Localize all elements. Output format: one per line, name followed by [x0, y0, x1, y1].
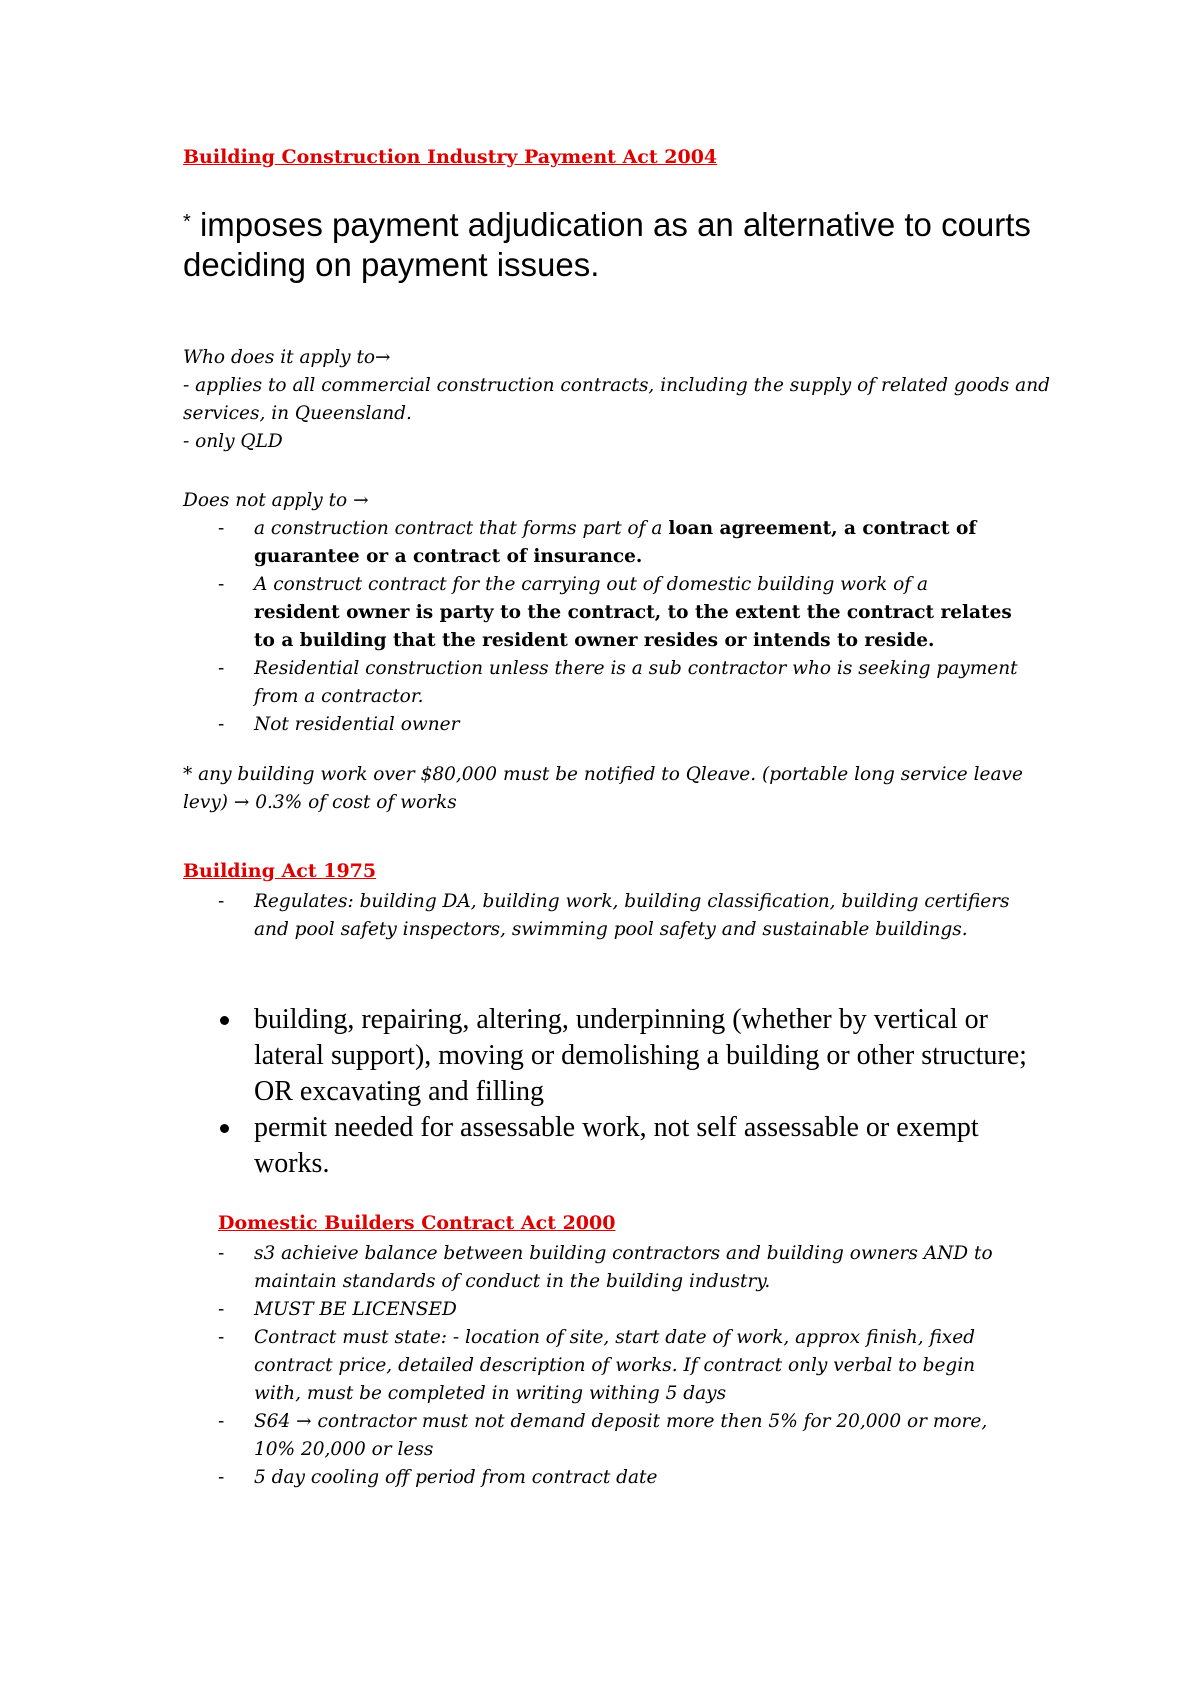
- item-bold-text: resident owner is party to the contract, to the extent the contract relates to a building that the resident owner resides or intends to reside.: [254, 602, 1012, 651]
- list-item: [218, 1464, 1018, 1492]
- item-text: Contract must state: - location of site, start date of work, approx finish, fixed contract price, detailed description of works. If contract only verbal to begin with, must be completed in writing withing 5 days: [254, 1327, 976, 1404]
- apply-section: [183, 344, 1063, 456]
- item-text: a construction contract that forms part of a: [254, 518, 669, 539]
- item-text: S64 → contractor must not demand deposit more then 5% for 20,000 or more, 10% 20,000 or less: [254, 1411, 988, 1460]
- item-text: s3 achieive balance between building contractors and building owners AND to maintain standards of conduct in the building industry.: [254, 1243, 993, 1292]
- list-item: [218, 1002, 1038, 1110]
- item-text: 5 day cooling off period from contract date: [254, 1467, 658, 1488]
- dash-marker: -: [218, 891, 225, 912]
- bullet-dot: [220, 1124, 229, 1133]
- list-item: [218, 655, 1018, 711]
- item-text: permit needed for assessable work, not self assessable or exempt works.: [254, 1112, 979, 1179]
- list-item: [218, 515, 1018, 571]
- list-item: [218, 711, 1018, 739]
- list-item: [218, 1240, 1018, 1296]
- item-text: Regulates: building DA, building work, building classification, building certifiers and pool safety inspectors, swimming pool safety and sustainable buildings.: [254, 891, 1010, 940]
- qleave-note: * any building work over $80,000 must be notified to Qleave. (portable long service leave levy) → 0.3% of cost of works: [183, 764, 1023, 813]
- dash-marker: -: [218, 658, 225, 679]
- item-text: Residential construction unless there is a sub contractor who is seeking payment from a contractor.: [254, 658, 1018, 707]
- item-bold-text: loan agreement, a contract of guarantee or a contract of insurance.: [254, 518, 977, 567]
- item-text: MUST BE LICENSED: [254, 1299, 457, 1320]
- dash-marker: -: [218, 1327, 225, 1348]
- list-item: [218, 1408, 1018, 1464]
- dash-marker: -: [218, 1299, 225, 1320]
- list-item: [218, 1324, 1018, 1408]
- item-text: Not residential owner: [254, 714, 460, 735]
- list-item: [218, 888, 1018, 944]
- not-apply-heading: Does not apply to →: [183, 490, 369, 511]
- list-item: [218, 1110, 1038, 1182]
- intro-asterisk: *: [183, 211, 191, 233]
- bullet-dot: [220, 1016, 229, 1025]
- not-apply-list: [218, 515, 1018, 739]
- item-text: building, repairing, altering, underpinning (whether by vertical or lateral support), moving or demolishing a building or other structure; OR excavating and filling: [254, 1004, 1027, 1107]
- apply-heading: Who does it apply to→: [183, 347, 391, 368]
- apply-item: - applies to all commercial construction contracts, including the supply of related goods and services, in Queensland.: [183, 375, 1050, 424]
- dash-marker: -: [218, 518, 225, 539]
- dash-marker: -: [218, 1467, 225, 1488]
- building-act-bullets: [218, 1002, 1038, 1182]
- apply-item: - only QLD: [183, 431, 283, 452]
- intro-text: imposes payment adjudication as an alternative to courts deciding on payment issues.: [183, 206, 1031, 283]
- list-item: [218, 1296, 1018, 1324]
- heading-building-act: Building Act 1975: [183, 860, 377, 882]
- heading-bcipa: Building Construction Industry Payment Act 2004: [183, 146, 718, 168]
- list-item: [218, 571, 1018, 655]
- dbca-list: [218, 1240, 1018, 1492]
- dash-marker: -: [218, 574, 225, 595]
- intro-paragraph: [183, 202, 1083, 285]
- building-act-list: [218, 888, 1018, 944]
- item-text: A construct contract for the carrying out of domestic building work of a: [254, 574, 928, 595]
- dash-marker: -: [218, 1243, 225, 1264]
- dash-marker: -: [218, 1411, 225, 1432]
- heading-dbca: Domestic Builders Contract Act 2000: [218, 1212, 616, 1234]
- dash-marker: -: [218, 714, 225, 735]
